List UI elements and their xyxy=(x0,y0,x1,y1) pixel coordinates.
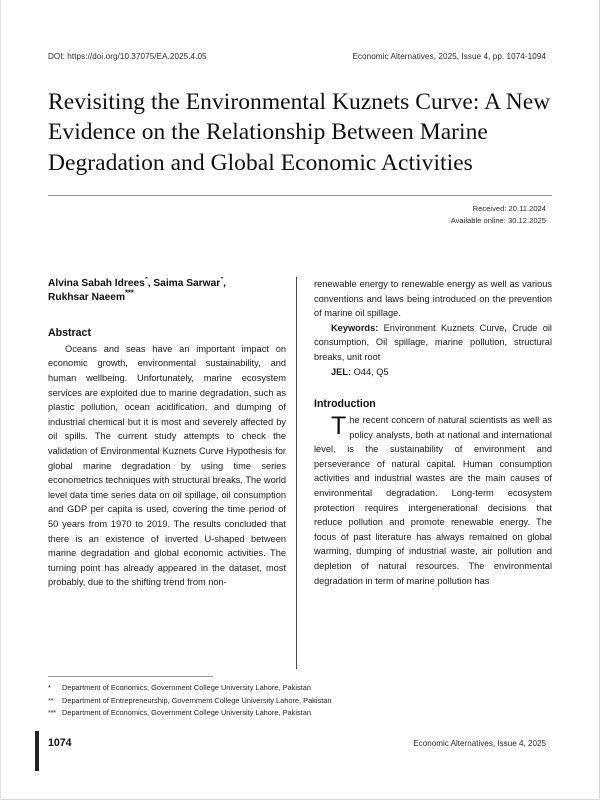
jel-paragraph xyxy=(314,365,552,380)
author-marker-1: * xyxy=(144,277,148,284)
author-separator-1: , xyxy=(147,278,154,289)
keywords-label: Keywords: xyxy=(331,322,379,333)
footnote-text: Department of Economics, Government College University Lahore, Pakistan xyxy=(62,683,311,692)
publication-dates xyxy=(48,203,552,227)
footnote-item xyxy=(48,695,552,708)
footnote-marker: *** xyxy=(48,708,56,718)
keywords-value: Environment Kuznets Curve, Crude oil consumption, Oil spillage, marine pollution, structural breaks, unit root xyxy=(314,322,552,363)
title-divider-rule xyxy=(48,195,552,196)
footnotes-block xyxy=(48,676,552,720)
abstract-paragraph-part2: renewable energy to renewable energy as well as various conventions and laws being introduced on the prevention of marine oil spillage. xyxy=(314,279,552,319)
jel-value: O44, Q5 xyxy=(351,366,389,377)
introduction-paragraph: The recent concern of natural scientists as well as policy analysts, both at national and international level, is the sustainability of environment and perseverance of natural capital. Human consumption activities and industrial wastes are the main causes of environmental degradation. Long-term ecosystem protection requires intergenerational decisions that reduce pollution and promote renewable energy. The focus of past literature has always remained on global warming, dumping of industrial waste, air pollution and depletion of natural resources. The environmental degradation in term of marine pollution has xyxy=(314,411,552,586)
available-online-date: Available online: 30.12.2025 xyxy=(450,215,546,225)
abstract-heading: Abstract xyxy=(48,326,91,339)
page-content xyxy=(48,0,552,800)
running-head xyxy=(48,0,552,61)
author-list xyxy=(48,277,286,306)
author-name-2: Saima Sarwar xyxy=(153,278,221,289)
footnote-text: Department of Economics, Government College University Lahore, Pakistan xyxy=(62,708,311,718)
footnote-item xyxy=(48,707,552,720)
footnote-marker: ** xyxy=(48,695,54,705)
body-columns xyxy=(48,277,552,669)
author-name-3: Rukhsar Naeem xyxy=(48,292,126,304)
footnote-divider-rule xyxy=(48,676,213,677)
page-spine-rule xyxy=(0,0,1,800)
footer-accent-bar xyxy=(35,731,39,771)
footnote-item xyxy=(48,682,552,695)
introduction-heading: Introduction xyxy=(314,398,376,411)
footnote-text: Department of Entrepreneurship, Government College University Lahore, Pakistan xyxy=(62,695,332,705)
received-date: Received: 20.11.2024 xyxy=(472,203,546,213)
keywords-paragraph xyxy=(314,321,552,365)
paper-title: Revisiting the Environmental Kuznets Curve: A New Evidence on the Relationship Between Marine Degradation and Global Economic Activities xyxy=(48,89,551,176)
author-marker-2: * xyxy=(220,277,224,284)
page-footer xyxy=(48,737,552,749)
footnote-marker: * xyxy=(48,683,51,692)
author-name-1: Alvina Sabah Idrees xyxy=(48,278,145,289)
footer-journal-citation: Economic Alternatives, Issue 4, 2025 xyxy=(413,739,546,748)
jel-label: JEL: xyxy=(331,366,352,377)
author-marker-3: *** xyxy=(125,289,134,299)
left-column xyxy=(48,277,286,669)
page-number: 1074 xyxy=(48,737,72,749)
column-divider-rule xyxy=(296,277,297,669)
author-separator-2: , xyxy=(223,278,226,289)
right-column xyxy=(314,277,552,669)
journal-citation: Economic Alternatives, 2025, Issue 4, pp. 1074-1094 xyxy=(352,52,546,61)
doi-link[interactable]: DOI: https://doi.org/10.37075/EA.2025.4.05 xyxy=(48,52,207,61)
abstract-paragraph-part1: Oceans and seas have an important impact on economic growth, environmental sustainability, and human wellbeing. Unfortunately, marine ecosystem services are exploited due to marine degradation, such as plastic pollution, ocean acidification, and dumping of industrial chemical but it is most and severely affected by oil spills. The current study attempts to check the validation of Environmental Kuznets Curve Hypothesis for global marine degradation by using time series econometrics techniques with structural breaks. The world level data time series data on oil spillage, oil consumption and GDP per capita is used, covering the time period of 50 years from 1970 to 2019. The results concluded that there is an existence of inverted U-shaped between marine degradation and global economic activities. The turning point has already appeared in the dataset, most probably, due to the shifting trend from non- xyxy=(48,343,286,588)
